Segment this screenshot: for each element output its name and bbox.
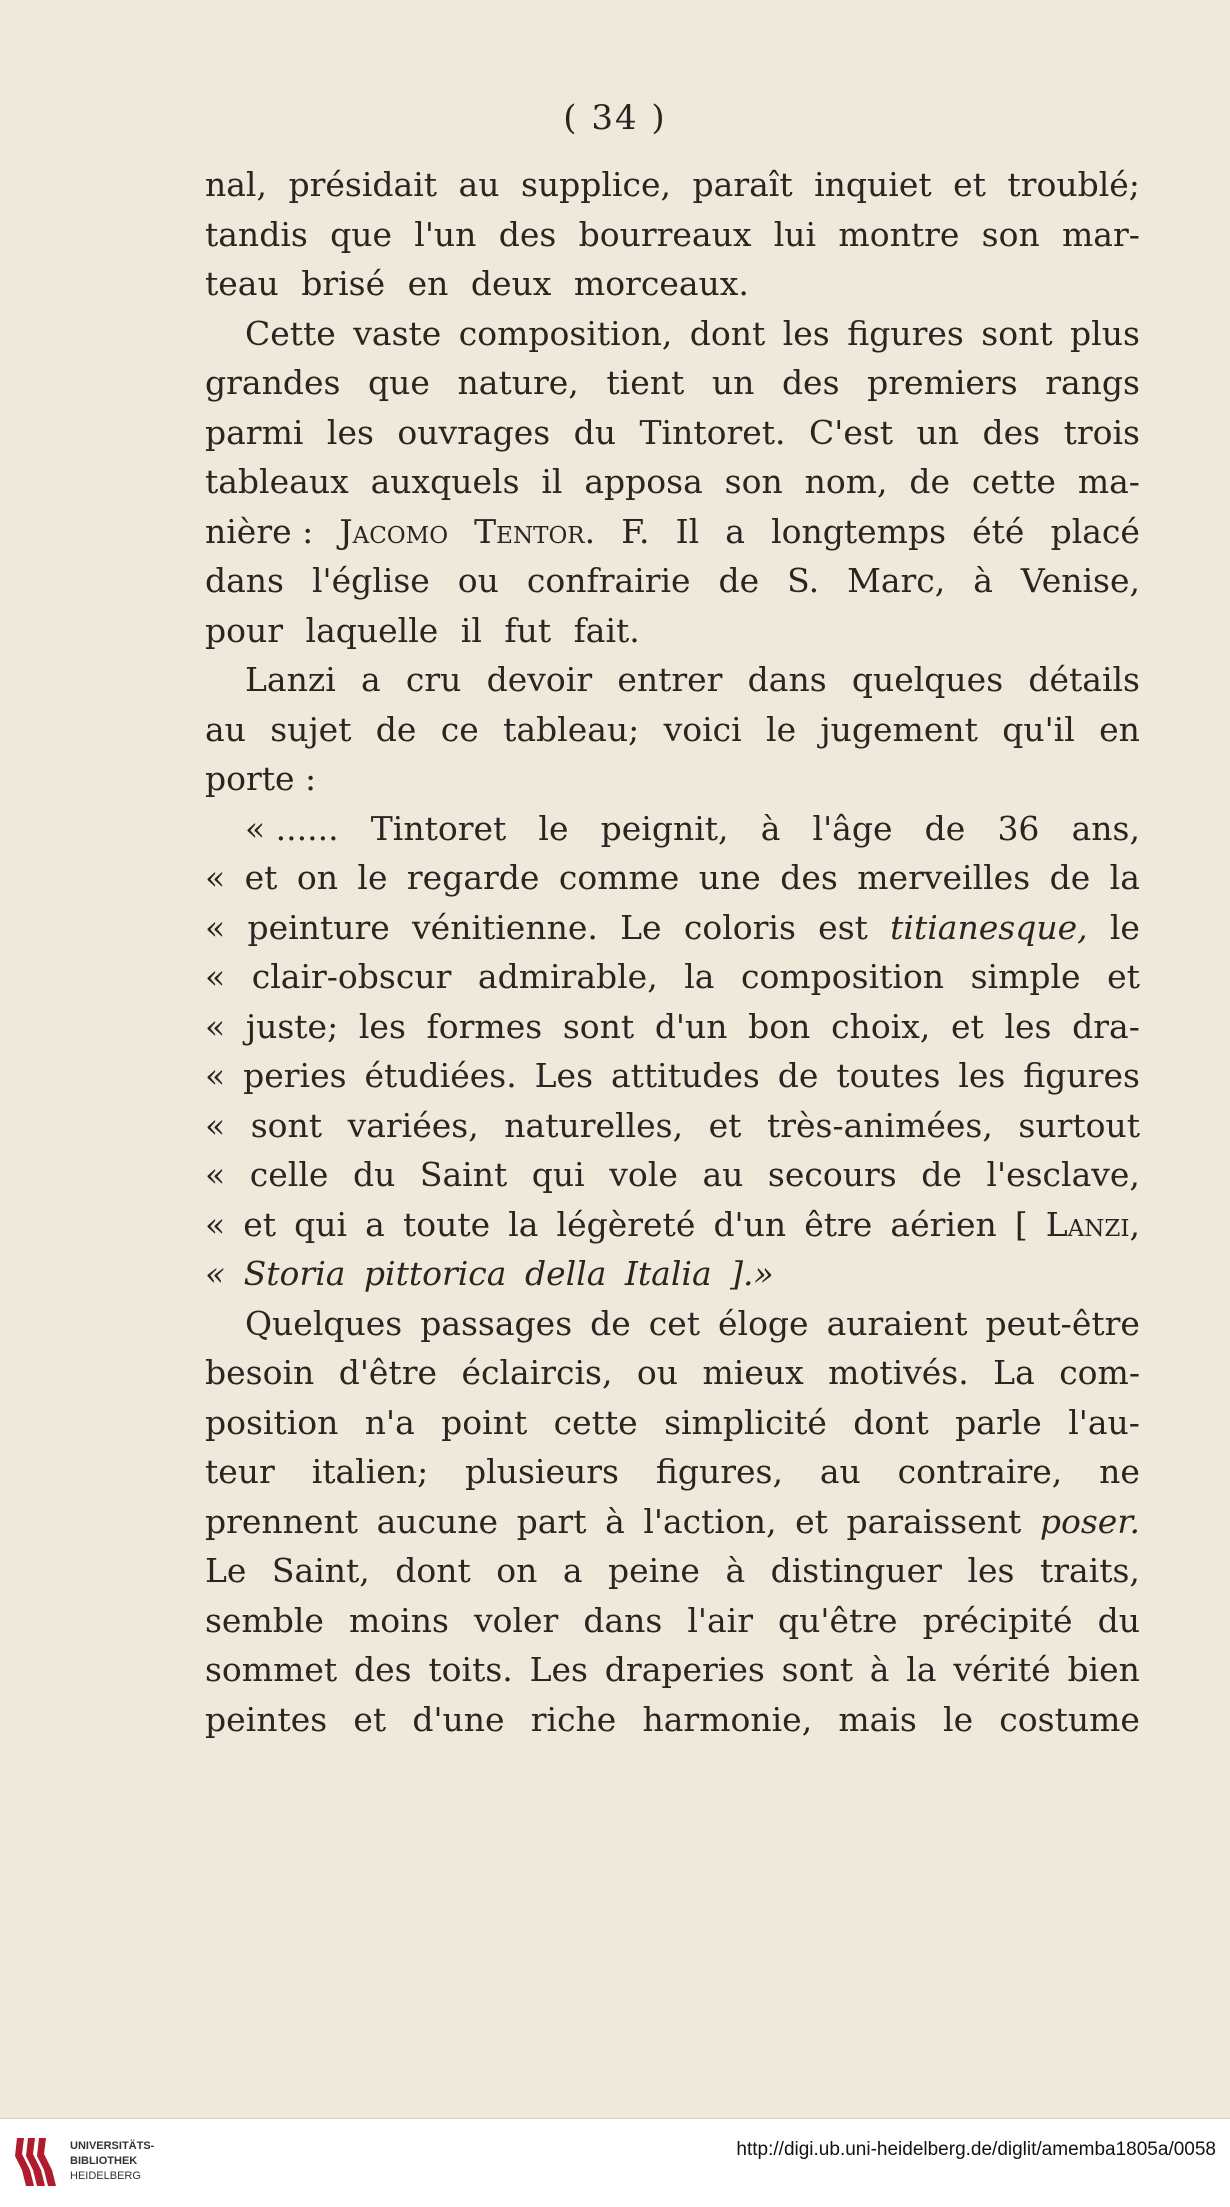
word: en [1099,709,1140,749]
word: ou [636,1353,679,1392]
word: plus [1070,313,1140,353]
word: le [538,808,569,848]
word: variées, [347,1105,479,1145]
word: La [993,1353,1035,1392]
word: nal, [205,165,267,204]
word: composition [741,957,945,996]
word: motivés. [828,1353,969,1392]
library-name [70,2139,154,2184]
word: des [781,363,840,402]
word: un [916,412,960,452]
word: on [496,1551,538,1590]
word: peut-être [985,1303,1140,1343]
library-name-line: BIBLIOTHEK [70,2155,138,2167]
word: admirable, [477,957,658,996]
word: d'une [412,1699,505,1739]
word: rangs [1045,363,1140,402]
word: sont [781,1650,853,1689]
word: toute [402,1204,491,1244]
word: toutes [836,1056,941,1095]
word: étudiées. [364,1056,517,1095]
text-line [205,1348,1140,1398]
word: pour laquelle il fut fait. [205,610,640,650]
word: harmonie, [642,1699,813,1739]
word: de [921,1155,962,1194]
word: jugement [820,709,978,749]
word: dont [689,313,766,353]
word: « [205,858,226,897]
text-line [205,1101,1140,1151]
text-line [205,1249,1140,1299]
word: peries [243,1056,347,1095]
word: moins [349,1600,449,1640]
word: aucune [376,1501,499,1541]
word: cet [648,1303,701,1343]
word: paraît [692,165,793,204]
word: et [244,858,278,897]
word: toits. [428,1650,513,1689]
word: éclaircis, [461,1353,613,1392]
word: a [562,1551,583,1590]
word: à [760,808,781,848]
word: teur [205,1452,275,1491]
word: l'un [414,214,477,254]
word: inquiet [814,165,932,204]
word: titianesque, [890,907,1088,947]
page-number: ( 34 ) [563,98,667,138]
word: prennent [205,1501,358,1541]
word: tableaux [205,462,349,501]
word: des [780,858,838,897]
word: peinture [247,907,390,947]
word: cette [553,1402,638,1442]
text-line [205,1546,1140,1596]
word: Venise, [1020,561,1140,600]
word: figures [1023,1056,1140,1095]
text-line [205,457,1140,507]
word: de [1049,858,1091,897]
word: Jacomo [339,511,449,551]
word: draperies [604,1650,765,1689]
word: être [804,1204,873,1244]
word: peintes [205,1699,328,1739]
word: et [243,1204,277,1244]
word: précipité [922,1600,1073,1640]
word: cette [971,462,1056,501]
text-line [205,952,1140,1002]
word: coloris [683,907,796,947]
text-line [205,160,1140,210]
word: regarde [406,858,540,897]
word: est [818,907,868,947]
word: a [725,511,745,551]
word: simplicité [664,1402,827,1442]
word: Saint [419,1155,508,1194]
word: merveilles [857,858,1031,897]
word: figures, [655,1452,783,1491]
word: les [1004,1006,1052,1046]
word: composition, [458,313,673,353]
word: de [777,1056,819,1095]
word: costume [999,1699,1140,1739]
word: Il [675,511,700,551]
word: premiers [867,363,1018,402]
text-line [205,705,1140,755]
word: « [205,1056,226,1095]
word: bien [1067,1650,1140,1689]
word: « [205,957,226,996]
word: au [819,1452,861,1491]
word: l'église [311,561,430,600]
word: Tintoret. [639,412,786,452]
body-text [205,160,1140,1744]
word: grandes [205,363,341,402]
word: 36 [997,808,1040,848]
word: légèreté [556,1204,696,1244]
word: du [1097,1600,1140,1640]
word: surtout [1018,1105,1140,1145]
word: bon [748,1006,811,1046]
word: dans [747,660,827,699]
text-line [205,1398,1140,1448]
word: Le [205,1551,247,1590]
word: Tentor. [474,511,596,551]
word: Saint, [271,1551,370,1590]
word: au [702,1155,744,1194]
word: des [982,412,1041,452]
word: été [972,511,1025,551]
word: l'air [687,1600,754,1640]
word: ma- [1077,462,1140,501]
word: parmi [205,412,304,452]
word: [ [1014,1204,1028,1244]
word: Lanzi, [1045,1204,1140,1244]
word: vérité [953,1650,1051,1689]
word: l'esclave, [986,1155,1140,1194]
word: et [953,165,986,204]
word: tableau; [503,709,640,749]
word: Les [529,1650,588,1689]
word: « [205,1105,226,1145]
word: qui [531,1155,585,1194]
word: « Storia pittorica della Italia ].» [205,1254,774,1293]
text-line [205,1447,1140,1497]
word: naturelles, [504,1105,684,1145]
word: ne [1099,1452,1140,1491]
university-library-logo-icon [12,2134,62,2190]
word: parle [955,1402,1042,1442]
word: dans [583,1600,663,1640]
word: placé [1050,511,1140,551]
word: Marc, [847,561,946,600]
word: ou [457,561,499,600]
text-line [205,606,1140,656]
word: et [708,1105,742,1145]
word: riche [530,1699,617,1739]
word: la [1109,858,1140,897]
word: dra- [1072,1006,1140,1046]
word: teau brisé en deux morceaux. [205,264,749,303]
text-line [205,1150,1140,1200]
word: auxquels [370,462,520,501]
text-line [205,259,1140,309]
word: comme [558,858,680,897]
library-name-line: HEIDELBERG [70,2170,141,2182]
word: passages [420,1303,573,1343]
word: celle [249,1155,329,1194]
word: entrer [617,660,723,699]
word: le [357,858,388,897]
word: d'un [713,1204,787,1244]
word: de [375,709,417,749]
word: Lanzi [245,660,336,699]
word: position [205,1402,339,1442]
word: ouvrages [397,412,551,452]
word: il [541,462,563,501]
word: l'action, [643,1501,777,1541]
word: bourreaux [578,214,752,254]
word: besoin [205,1353,315,1392]
word: vaste [353,313,442,353]
word: peine [607,1551,700,1590]
word: dont [853,1402,929,1442]
word: nière : [205,511,314,551]
word: Cette [245,313,336,353]
word: sont [562,1006,635,1046]
word: mieux [702,1353,804,1392]
word: une [698,858,761,897]
word: point [441,1402,528,1442]
word: auraient [826,1303,968,1343]
word: mar- [1062,214,1140,254]
word: cru [405,660,462,699]
word: Les [534,1056,594,1095]
word: Tintoret [370,808,507,848]
word: contraire, [897,1452,1063,1491]
text-line [205,1497,1140,1547]
word: formes [426,1006,543,1046]
word: du [352,1155,396,1194]
word: le [1109,907,1140,947]
word: Le [620,907,662,947]
word: semble [205,1600,324,1640]
word: C'est [809,412,894,452]
text-line [205,1200,1140,1250]
word: vole [609,1155,678,1194]
word: confrairie [526,561,691,600]
word: et [353,1699,387,1739]
word: devoir [486,660,593,699]
word: nom, [804,462,888,501]
text-line [205,358,1140,408]
word: sujet [270,709,352,749]
word: a [361,660,381,699]
word: de [718,561,760,600]
word: trois [1063,412,1140,452]
word: mais [838,1699,917,1739]
word: montre [838,214,960,254]
word: qui [294,1204,348,1244]
word: à [725,1551,746,1590]
word: à [973,561,993,600]
word: le [943,1699,974,1739]
word: au [458,165,500,204]
word: l'au- [1068,1402,1140,1442]
word: de [590,1303,631,1343]
word: a [365,1204,385,1244]
text-line [205,655,1140,705]
library-name-line: UNIVERSITÄTS- [70,2140,155,2152]
word: F. [621,511,650,551]
word: quelques [851,660,1004,699]
word: du [573,412,617,452]
word: part [516,1501,587,1541]
word: dont [395,1551,471,1590]
word: clair-obscur [251,957,452,996]
word: qu'il [1002,709,1075,749]
text-line [205,903,1140,953]
word: et [795,1501,828,1541]
text-line [205,1051,1140,1101]
word: n'a [364,1402,415,1442]
word: et [951,1006,984,1046]
word: que [368,363,430,402]
text-line [205,1695,1140,1745]
word: juste; [245,1006,339,1046]
word: de [924,808,966,848]
word: détails [1028,660,1140,699]
text-line [205,309,1140,359]
text-line [205,1596,1140,1646]
word: tandis [205,214,308,254]
word: aérien [890,1204,997,1244]
text-line [205,1645,1140,1695]
word: on [296,858,338,897]
word: les [358,1006,406,1046]
word: italien; [311,1452,429,1491]
digitization-footer [0,2118,1230,2207]
word: longtemps [771,511,947,551]
word: ans, [1071,808,1140,848]
word: éloge [717,1303,809,1343]
text-line [205,210,1140,260]
word: présidait [288,165,438,204]
text-line [205,754,1140,804]
word: com- [1059,1353,1140,1392]
text-line [205,507,1140,557]
word: supplice, [520,165,672,204]
word: le [766,709,797,749]
word: de [909,462,951,501]
word: son [724,462,783,501]
word: figures [847,313,964,353]
word: secours [767,1155,897,1194]
word: porte : [205,759,317,798]
text-line [205,804,1140,854]
word: traits, [1039,1551,1140,1590]
text-line [205,408,1140,458]
word: des [498,214,557,254]
word: d'être [338,1353,437,1392]
word: « ...... [245,808,339,848]
text-line [205,1002,1140,1052]
word: « [205,1204,226,1244]
word: poser. [1039,1501,1140,1541]
text-line [205,853,1140,903]
permalink-url[interactable]: http://digi.ub.uni-heidelberg.de/diglit/amemba1805a/0058 [736,2139,1216,2160]
word: lui [773,214,817,254]
word: d'un [654,1006,728,1046]
word: la [906,1650,937,1689]
word: voici [663,709,742,749]
word: que [330,214,393,254]
word: son [981,214,1040,254]
word: apposa [584,462,703,501]
word: l'âge [812,808,893,848]
word: troublé; [1007,165,1140,204]
word: les [967,1551,1015,1590]
word: les [326,412,374,452]
word: nature, [457,363,579,402]
word: et [1107,957,1140,996]
word: S. [787,561,820,600]
word: « [205,1006,226,1046]
word: vénitienne. [412,907,598,947]
word: à [605,1501,625,1541]
word: qu'être [778,1600,898,1640]
word: au [205,709,246,749]
word: les [782,313,830,353]
word: sommet [205,1650,338,1689]
word: ce [440,709,479,749]
text-line [205,556,1140,606]
word: Quelques [245,1303,403,1343]
word: peignit, [600,808,729,848]
word: plusieurs [465,1452,619,1491]
word: distinguer [770,1551,942,1590]
word: la [508,1204,539,1244]
word: les [958,1056,1006,1095]
word: « [205,1155,226,1194]
word: sont [981,313,1053,353]
word: voler [473,1600,559,1640]
word: dans [205,561,284,600]
word: tient [606,363,685,402]
word: « [205,907,226,947]
word: très-animées, [766,1105,993,1145]
word: paraissent [846,1501,1022,1541]
word: la [684,957,715,996]
word: un [711,363,755,402]
word: attitudes [610,1056,760,1095]
word: sont [250,1105,323,1145]
word: à [869,1650,890,1689]
word: simple [970,957,1081,996]
word: choix, [831,1006,931,1046]
word: des [354,1650,412,1689]
text-line [205,1299,1140,1349]
